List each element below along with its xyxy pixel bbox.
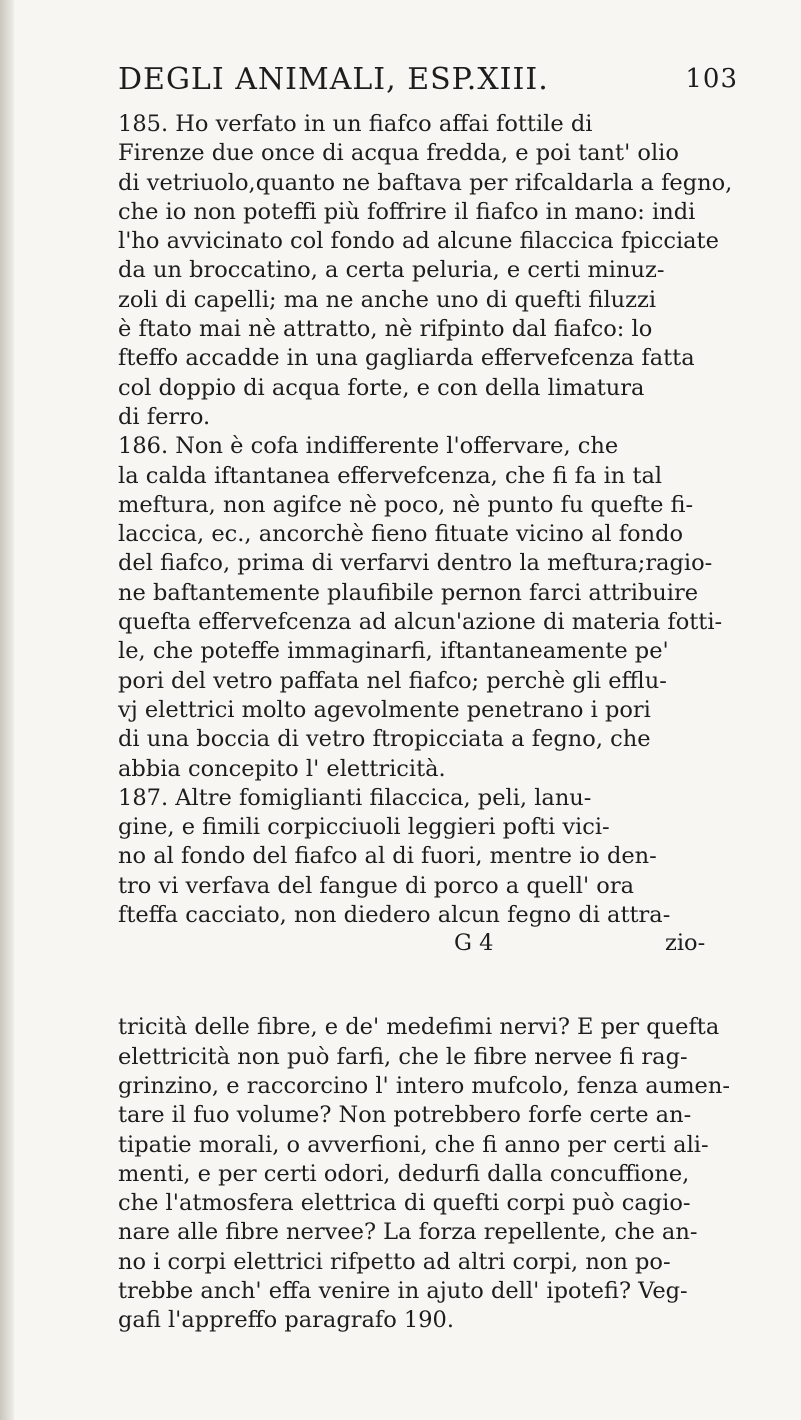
text-line: trebbe anch' effa venire in ajuto dell' ipotefi? Veg-	[118, 1277, 688, 1304]
text-line: gafi l'appreffo paragrafo 190.	[118, 1307, 455, 1334]
text-line: elettricità non può farfi, che le fibre nervee fi rag-	[118, 1043, 688, 1070]
text-line: che io non poteffi più foffrire il fiafco in mano: indi	[118, 198, 696, 225]
text-line: zoli di capelli; ma ne anche uno di quefti filuzzi	[118, 286, 657, 313]
running-title: DEGLI ANIMALI, ESP.XIII.	[118, 62, 549, 97]
text-line: no i corpi elettrici rifpetto ad altri corpi, non po-	[118, 1248, 671, 1275]
text-line: del fiafco, prima di verfarvi dentro la meftura;ragio-	[118, 550, 713, 577]
text-line: laccica, ec., ancorchè fieno fituate vicino al fondo	[118, 521, 684, 548]
text-block-top	[118, 110, 768, 959]
text-line: di ferro.	[118, 403, 211, 430]
text-line: che l'atmosfera elettrica di quefti corpi può cagio-	[118, 1190, 691, 1217]
text-line: le, che poteffe immaginarfi, iftantaneamente pe'	[118, 638, 669, 665]
text-line: abbia concepito l' elettricità.	[118, 755, 446, 782]
text-line: grinzino, e raccorcino l' intero mufcolo, fenza aumen-	[118, 1072, 730, 1099]
text-line: 187. Altre fomiglianti filaccica, peli, lanu-	[118, 784, 592, 811]
text-line: è ftato mai nè attratto, nè rifpinto dal fiafco: lo	[118, 316, 653, 343]
text-line: no al fondo del fiafco al di fuori, mentre io den-	[118, 843, 657, 870]
text-line: fteffo accadde in una gagliarda effervefcenza fatta	[118, 345, 695, 372]
text-line: tare il fuo volume? Non potrebbero forfe certe an-	[118, 1102, 692, 1129]
text-line: vj elettrici molto agevolmente penetrano i pori	[118, 696, 651, 723]
text-line: 185. Ho verfato in un fiafco affai fottile di	[118, 111, 593, 137]
text-line: quefta effervefcenza ad alcun'azione di materia fotti-	[118, 609, 723, 636]
page-number: 103	[685, 64, 738, 94]
text-line: pori del vetro paffata nel fiafco; perchè gli efflu-	[118, 667, 667, 694]
text-line: ne baftantemente plaufibile pernon farci attribuire	[118, 579, 699, 606]
text-line: tro vi verfava del fangue di porco a quell' ora	[118, 872, 634, 899]
text-line: l'ho avvicinato col fondo ad alcune filaccica fpicciate	[118, 228, 719, 255]
text-line: gine, e fimili corpicciuoli leggieri pofti vici-	[118, 814, 610, 841]
text-line: Firenze due once di acqua fredda, e poi tant' olio	[118, 140, 679, 167]
text-line: tipatie morali, o avverfioni, che fi anno per certi ali-	[118, 1131, 709, 1158]
text-line: nare alle fibre nervee? La forza repellente, che an-	[118, 1219, 698, 1246]
signature-mark: G 4	[454, 930, 494, 957]
text-line: di vetriuolo,quanto ne baftava per rifcaldarla a fegno,	[118, 169, 733, 196]
text-line: menti, e per certi odori, dedurfi dalla concuffione,	[118, 1160, 690, 1187]
text-line: di una boccia di vetro ftropicciata a fegno, che	[118, 726, 651, 753]
book-page	[118, 62, 768, 1336]
signature-line	[118, 930, 768, 959]
text-line: col doppio di acqua forte, e con della limatura	[118, 374, 645, 401]
text-block-bottom	[118, 1013, 768, 1335]
page-edge-shadow	[0, 0, 14, 1420]
running-header	[118, 62, 768, 106]
catchword: zio-	[665, 930, 706, 957]
text-line: la calda iftantanea effervefcenza, che fi fa in tal	[118, 462, 663, 489]
text-line: fteffa cacciato, non diedero alcun fegno di attra-	[118, 902, 671, 929]
text-line: da un broccatino, a certa peluria, e certi minuz-	[118, 257, 665, 284]
text-line: tricità delle fibre, e de' medefimi nervi? E per quefta	[118, 1014, 720, 1041]
text-line: 186. Non è cofa indifferente l'offervare, che	[118, 433, 619, 460]
text-line: meftura, non agifce nè poco, nè punto fu quefte fi-	[118, 491, 694, 518]
page-break-gap	[118, 959, 768, 1009]
